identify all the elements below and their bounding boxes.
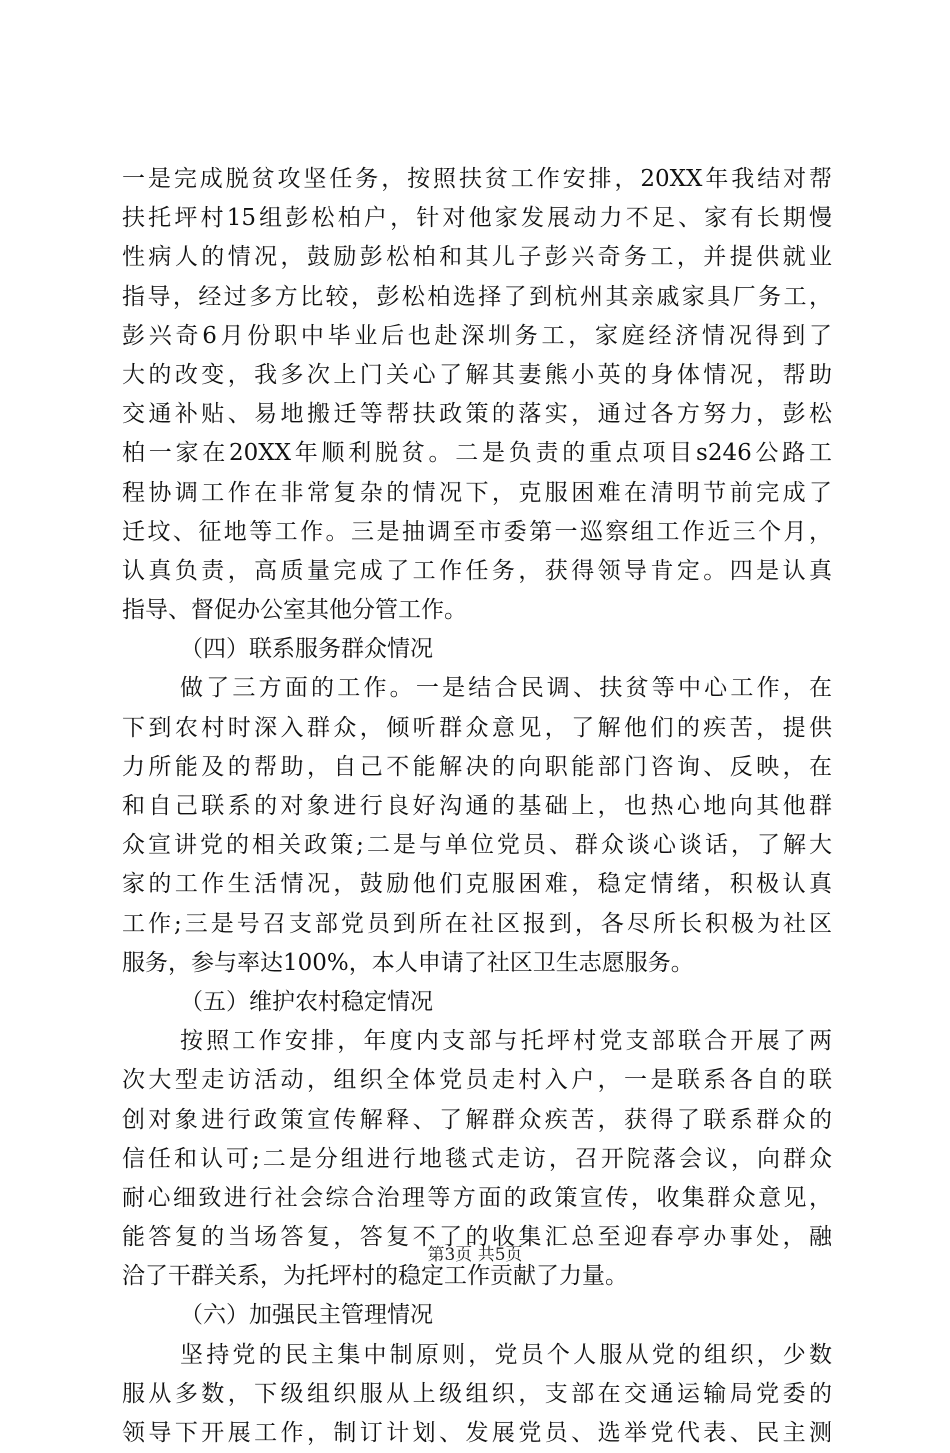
- text-line: 下到农村时深入群众，倾听群众意见，了解他们的疾苦，提供: [122, 714, 832, 741]
- text-line: 次大型走访活动，组织全体党员走村入户，一是联系各自的联: [122, 1067, 832, 1094]
- text-line: 信任和认可;二是分组进行地毯式走访，召开院落会议，向群众: [122, 1145, 832, 1172]
- text-line: 坚持党的民主集中制原则，党员个人服从党的组织，少数: [180, 1341, 832, 1368]
- text-line: 程协调工作在非常复杂的情况下，克服困难在清明节前完成了: [122, 479, 832, 506]
- text-line: 耐心细致进行社会综合治理等方面的政策宣传，收集群众意见，: [122, 1184, 832, 1211]
- text-line: 工作;三是号召支部党员到所在社区报到，各尽所长积极为社区: [122, 910, 832, 937]
- text-line: 众宣讲党的相关政策;二是与单位党员、群众谈心谈话，了解大: [122, 832, 832, 859]
- text-line: 彭兴奇6月份职中毕业后也赴深圳务工，家庭经济情况得到了: [122, 322, 832, 349]
- text-line: 领导下开展工作，制订计划、发展党员、选举党代表、民主测: [122, 1420, 832, 1446]
- section-heading: （五）维护农村稳定情况: [180, 988, 433, 1015]
- text-line: 服从多数，下级组织服从上级组织，支部在交通运输局党委的: [122, 1380, 832, 1407]
- text-line: 服务，参与率达100%，本人申请了社区卫生志愿服务。: [122, 949, 694, 976]
- text-line: 迁坟、征地等工作。三是抽调至市委第一巡察组工作近三个月，: [122, 518, 832, 545]
- text-line: 创对象进行政策宣传解释、了解群众疾苦，获得了联系群众的: [122, 1106, 832, 1133]
- text-line: 能答复的当场答复，答复不了的收集汇总至迎春亭办事处，融: [122, 1224, 832, 1251]
- text-line: 指导、督促办公室其他分管工作。: [122, 597, 467, 624]
- text-line: 大的改变，我多次上门关心了解其妻熊小英的身体情况，帮助: [122, 361, 832, 388]
- text-line: 洽了干群关系，为托坪村的稳定工作贡献了力量。: [122, 1263, 628, 1290]
- text-line: 性病人的情况，鼓励彭松柏和其儿子彭兴奇务工，并提供就业: [122, 244, 832, 271]
- text-line: 和自己联系的对象进行良好沟通的基础上，也热心地向其他群: [122, 793, 832, 819]
- text-line: 做了三方面的工作。一是结合民调、扶贫等中心工作，在: [180, 675, 832, 702]
- text-line: 扶托坪村15组彭松柏户，针对他家发展动力不足、家有长期慢: [122, 205, 832, 232]
- text-line: 力所能及的帮助，自己不能解决的向职能部门咨询、反映，在: [122, 753, 832, 780]
- text-line: 一是完成脱贫攻坚任务，按照扶贫工作安排，20XX年我结对帮: [122, 166, 832, 192]
- page-footer: 第3页 共5页: [427, 1245, 523, 1265]
- text-line: 交通补贴、易地搬迁等帮扶政策的落实，通过各方努力，彭松: [122, 401, 832, 428]
- text-line: 家的工作生活情况，鼓励他们克服困难，稳定情绪，积极认真: [122, 871, 832, 898]
- text-line: 认真负责，高质量完成了工作任务，获得领导肯定。四是认真: [122, 557, 832, 584]
- section-heading: （四）联系服务群众情况: [180, 636, 433, 663]
- text-line: 指导，经过多方比较，彭松柏选择了到杭州其亲戚家具厂务工，: [122, 283, 832, 310]
- text-line: 柏一家在20XX年顺利脱贫。二是负责的重点项目s246公路工: [122, 440, 832, 467]
- section-heading: （六）加强民主管理情况: [180, 1302, 433, 1329]
- text-line: 按照工作安排，年度内支部与托坪村党支部联合开展了两: [180, 1028, 832, 1055]
